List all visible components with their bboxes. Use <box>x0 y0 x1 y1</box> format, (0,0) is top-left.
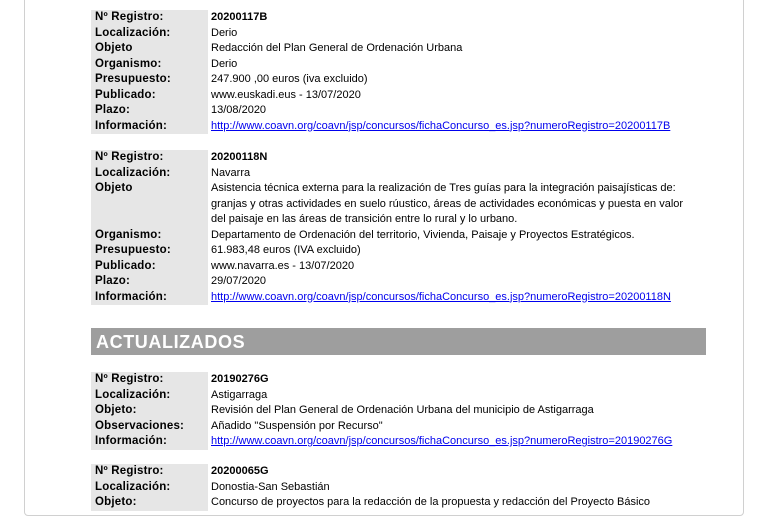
field-value: Derio <box>211 26 238 39</box>
field-label: Nº Registro: <box>91 150 208 166</box>
field-value: 13/08/2020 <box>211 104 267 116</box>
field-label: Información: <box>91 434 208 450</box>
record-row <box>91 274 699 290</box>
field-value: Redacción del Plan General de Ordenación Urbana <box>211 42 463 54</box>
field-label: Plazo: <box>91 274 208 290</box>
field-label: Publicado: <box>91 88 208 104</box>
field-label: Objeto <box>91 181 208 228</box>
record-row <box>91 166 699 182</box>
field-label: Organismo: <box>91 57 208 73</box>
record-row <box>91 88 699 104</box>
field-label: Publicado: <box>91 259 208 275</box>
record-row <box>91 119 699 135</box>
field-value: 20200118N <box>211 151 268 163</box>
field-label: Plazo: <box>91 103 208 119</box>
field-value: www.navarra.es - 13/07/2020 <box>211 259 355 272</box>
record-row <box>91 495 699 511</box>
record-row <box>91 103 699 119</box>
record-row <box>91 26 699 42</box>
info-link-cell <box>208 119 699 135</box>
field-value: Concurso de proyectos para la redacción de la propuesta y redacción del Proyecto Básico <box>211 496 651 508</box>
record-row <box>91 434 699 450</box>
field-label: Nº Registro: <box>91 10 208 26</box>
record-row <box>91 419 699 435</box>
record-row <box>91 228 699 244</box>
field-label: Localización: <box>91 480 208 496</box>
field-value: Revisión del Plan General de Ordenación Urbana del municipio de Astigarraga <box>211 404 594 416</box>
info-link[interactable]: http://www.coavn.org/coavn/jsp/concursos/fichaConcurso_es.jsp?numeroRegistro=20200117B <box>211 119 671 132</box>
field-label: Observaciones: <box>91 419 208 435</box>
record-row <box>91 290 699 306</box>
record-row <box>91 41 699 57</box>
field-value: Asistencia técnica externa para la realización de Tres guías para la integración paisajísticas de: granjas y otras actividades en suelo rúustico, áreas de actividades económicas y puesta en valor del paisaje en las áreas de transición entre lo rural y lo urbano. <box>211 182 684 225</box>
field-value: Derio <box>211 57 238 70</box>
record-row <box>91 10 699 26</box>
record-row <box>91 150 699 166</box>
record-row <box>91 388 699 404</box>
tender-record <box>91 372 699 450</box>
field-label: Presupuesto: <box>91 243 208 259</box>
field-label: Objeto <box>91 41 208 57</box>
field-value: 61.983,48 euros (IVA excluido) <box>211 244 361 256</box>
info-link[interactable]: http://www.coavn.org/coavn/jsp/concursos/fichaConcurso_es.jsp?numeroRegistro=20200118N <box>211 290 671 303</box>
field-value: Departamento de Ordenación del territorio, Vivienda, Paisaje y Proyectos Estratégicos. <box>211 228 635 241</box>
info-link-cell <box>208 290 699 306</box>
field-value: Donostia-San Sebastián <box>211 480 330 493</box>
info-link[interactable]: http://www.coavn.org/coavn/jsp/concursos/fichaConcurso_es.jsp?numeroRegistro=20190276G <box>211 435 673 447</box>
record-row <box>91 480 699 496</box>
info-link-cell <box>208 434 699 450</box>
record-row <box>91 372 699 388</box>
field-label: Localización: <box>91 166 208 182</box>
record-row <box>91 181 699 228</box>
field-label: Objeto: <box>91 403 208 419</box>
field-value: Astigarraga <box>211 388 268 401</box>
field-label: Información: <box>91 290 208 306</box>
field-label: Nº Registro: <box>91 464 208 480</box>
field-label: Presupuesto: <box>91 72 208 88</box>
field-label: Nº Registro: <box>91 372 208 388</box>
field-value: 20190276G <box>211 373 269 385</box>
field-value: 29/07/2020 <box>211 275 267 287</box>
field-value: 20200065G <box>211 465 269 477</box>
record-row <box>91 57 699 73</box>
field-value: 247.900 ,00 euros (iva excluido) <box>211 73 368 85</box>
section-header-actualizados: ACTUALIZADOS <box>91 328 706 355</box>
tender-record <box>91 464 699 511</box>
tender-record <box>91 150 699 305</box>
field-value: Navarra <box>211 166 251 179</box>
field-label: Objeto: <box>91 495 208 511</box>
tender-record <box>91 10 699 134</box>
field-value: Añadido "Suspensión por Recurso" <box>211 419 383 432</box>
record-row <box>91 243 699 259</box>
record-row <box>91 72 699 88</box>
field-value: www.euskadi.eus - 13/07/2020 <box>211 88 361 101</box>
record-row <box>91 403 699 419</box>
field-value: 20200117B <box>211 11 268 23</box>
field-label: Información: <box>91 119 208 135</box>
field-label: Localización: <box>91 26 208 42</box>
record-row <box>91 259 699 275</box>
field-label: Localización: <box>91 388 208 404</box>
record-row <box>91 464 699 480</box>
field-label: Organismo: <box>91 228 208 244</box>
